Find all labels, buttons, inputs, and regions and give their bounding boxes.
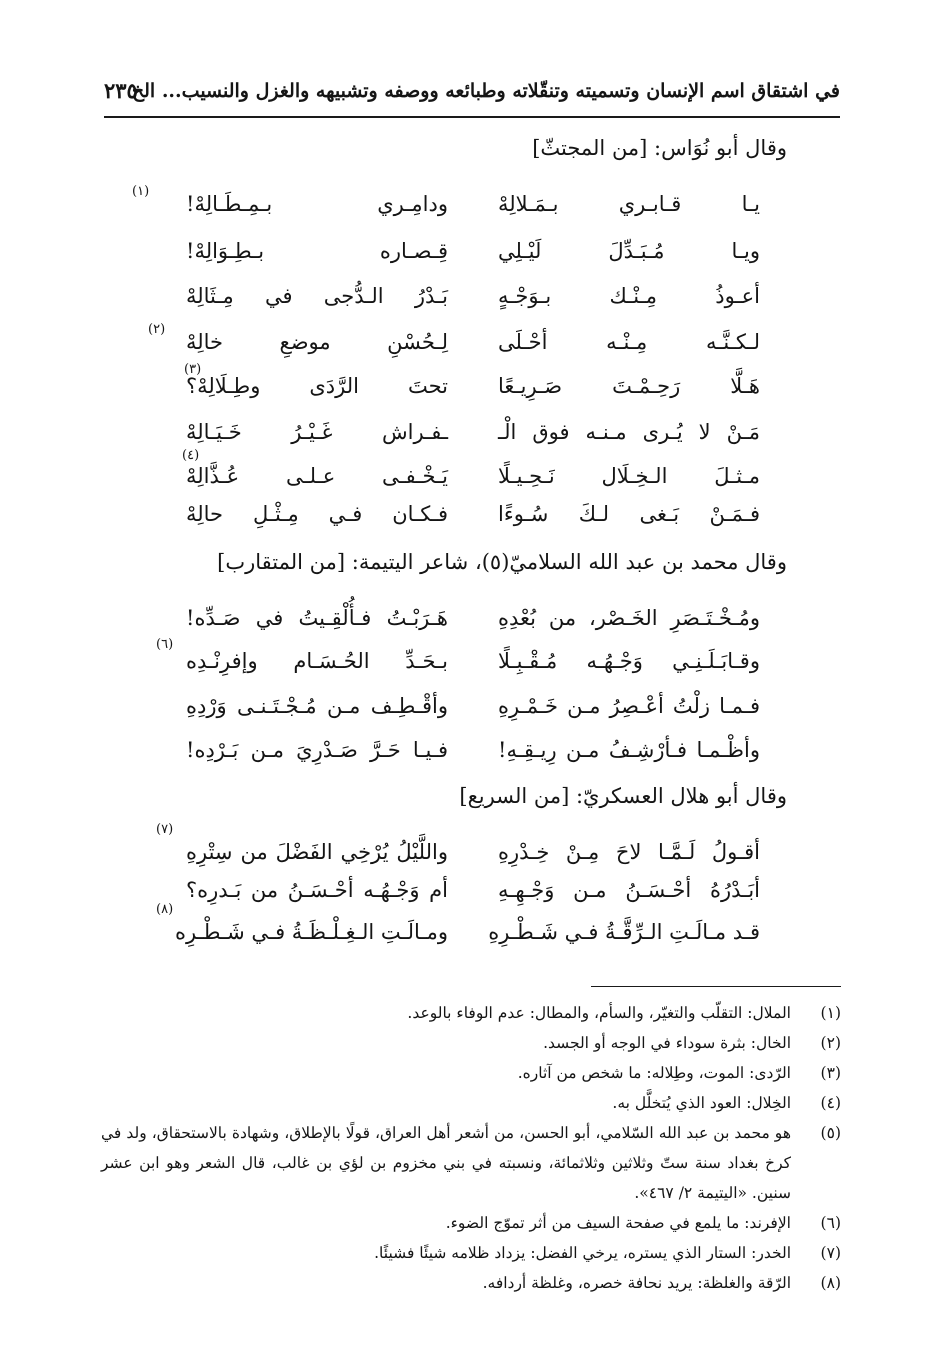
footnote-item xyxy=(101,1268,841,1298)
footnote-separator xyxy=(591,986,841,987)
verse-line xyxy=(104,730,840,774)
verse-first-hemistich: وأظْـمـا فـأرْشِـفُ مـن رِيـقِـهِ! xyxy=(498,738,760,762)
verse-second-hemistich: يَـخْـفـى عـلـى عُـذَّالِهْ xyxy=(186,464,448,488)
poem-intro: وقال أبو نُوَاس: [من المجتثّ] xyxy=(532,136,787,160)
verse-line xyxy=(104,494,840,538)
verse-second-hemistich: فـيـا حَـرَّ صَـدْرِيَ مـن بَـرْدِه! xyxy=(186,738,448,762)
verse-second-hemistich: ـفـراش غَـيْـرُ خَـيَـالِهْ xyxy=(186,420,448,444)
verse-line: هَـلَّا رَحِـمْـتَ صَـرِيـعًا تحتَ الرَّدَى وطِـلَالِهْ؟ (٣) xyxy=(104,366,840,410)
footnote-text: الإفرند: ما يلمع في صفحة السيف من أثر تموّج الضوء. xyxy=(445,1214,791,1232)
verse-line: مـثـلَ الـخِـلَال نَـحِـيـلًا يَـخْـفـى عـلـى عُـذَّالِهْ (٤) xyxy=(104,456,840,500)
footnote-item xyxy=(101,998,841,1028)
verse-first-hemistich: لـكـنَّـه مِـنْـه أحْـلَى xyxy=(498,330,760,354)
verse-first-hemistich: فـمَـنْ بَـغى لـكَ سُـوءًا xyxy=(498,502,760,526)
page-number: ٢٣٥ xyxy=(104,78,138,103)
verse-second-hemistich xyxy=(186,184,448,224)
footnote-number: (٨) xyxy=(820,1274,841,1292)
verse-line: أقـولُ لَـمَّـا لاحَ مِـنْ خِـدْرِهِ واللَّيْلُ يُرْخِي الفَضْلَ من سِتْرِهِ (٧) xyxy=(104,832,840,876)
footnote-number: (٤) xyxy=(820,1094,841,1112)
footnote-number: (٣) xyxy=(820,1064,841,1082)
verse-line: قـد مـالَـتِ الـرِّقَّـةُ فـي شَـطْـرِهِ ومـالَـتِ الـغِـلْـظَـةُ فـي شَـطْـرِه (٨) xyxy=(104,912,840,956)
verse-line xyxy=(104,686,840,730)
verse-line xyxy=(104,598,840,642)
verse-second-hemistich: لِـحُسْنِ موضعِ خالِهْ xyxy=(186,330,448,354)
verse-first-hemistich: قـد مـالَـتِ الـرِّقَّـةُ فـي شَـطْـرِهِ xyxy=(488,920,760,944)
verse-second-hemistich: قِـصـاره بـطِـوَالِهْ! xyxy=(186,239,448,263)
footnote-number: (١) xyxy=(820,1004,841,1022)
verse-first-hemistich: ومُـخْـتَـصَرِ الخَـصْر، من بُعْدِهِ xyxy=(498,606,760,630)
verse-second-hemistich: واللَّيْلُ يُرْخِي الفَضْلَ من سِتْرِهِ xyxy=(186,840,448,864)
verse-first-hemistich: ويـا مُـبَـدِّلَ لَيْـلِي xyxy=(498,239,760,263)
footnote-item xyxy=(101,1118,841,1208)
verse-line: لـكـنَّـه مِـنْـه أحْـلَى لِـحُسْنِ موضعِ خالِهْ (٢) xyxy=(104,322,840,366)
footnote-item xyxy=(101,1058,841,1088)
verse-first-hemistich: أعـوذُ مِـنْـك بـوَجْـهٍ xyxy=(498,284,760,308)
verse-second-hemistich: وأقْـطِـف مـن مُـجْـتَـنـى وَرْدِهِ xyxy=(186,694,448,718)
verse-second-hemistich: تحتَ الرَّدَى وطِـلَالِهْ؟ xyxy=(186,374,448,398)
poem-intro: وقال محمد بن عبد الله السلاميّ(٥)، شاعر اليتيمة: [من المتقارب] xyxy=(217,550,787,574)
footnote-number: (٧) xyxy=(820,1244,841,1262)
verse-second-hemistich: بـحَـدِّ الحُـسَـام وإفرِنْـدِه xyxy=(186,649,448,673)
verse-second-hemistich: بَـدْرُ الـدُّجى في مِـثَالِهْ xyxy=(186,284,448,308)
verse-line xyxy=(104,276,840,320)
footnote-text: الرّدى: الموت، وطِلاله: ما شخص من آثاره. xyxy=(517,1064,791,1082)
footnote-item xyxy=(101,1208,841,1238)
verse-first-hemistich: يـا قـابـري بـمَـلالِهْ xyxy=(498,192,760,216)
footnote-text: الرّقة والغلظة: يريد نحافة خصره، وغلظة أردافه. xyxy=(482,1274,791,1292)
running-header xyxy=(104,76,840,118)
verse-second-hemistich: هَـرَبْـتُ فـأُلْقِـيتُ في صَـدِّه! xyxy=(186,606,448,630)
verse-first-hemistich: أبَـدْرُهُ أحْـسَـنُ مـن وَجْـهِـهِ xyxy=(498,878,760,902)
footnote-item xyxy=(101,1238,841,1268)
footnote-item xyxy=(101,1028,841,1058)
footnotes xyxy=(101,998,841,1298)
verse-second-hemistich: أم وَجْـهُـه أحْـسَـنُ من بَـدرِه؟ xyxy=(186,878,448,902)
footnote-number: (٢) xyxy=(820,1034,841,1052)
verse-first-hemistich: مَـنْ لا يُـرى مـنـه فوق الْـ xyxy=(498,420,760,444)
hemistich-text: ودامِـري بـمِـطَـالِهْ! xyxy=(186,192,448,216)
poem-intro: وقال أبو هلال العسكريّ: [من السريع] xyxy=(459,784,787,808)
verse-first-hemistich: أقـولُ لَـمَّـا لاحَ مِـنْ خِـدْرِهِ xyxy=(498,840,760,864)
footnote-text: الخِلال: العود الذي يُتخلَّل به. xyxy=(612,1094,791,1112)
verse-first-hemistich: مـثـلَ الـخِـلَال نَـحِـيـلًا xyxy=(498,464,760,488)
footnote-number: (٥) xyxy=(820,1124,841,1142)
verse-second-hemistich: ومـالَـتِ الـغِـلْـظَـةُ فـي شَـطْـرِه xyxy=(175,920,448,944)
verse-first-hemistich: وقـابَـلَـنِـي وَجْـهُـه مُـقْـبِـلًا xyxy=(498,649,760,673)
verse-line xyxy=(104,231,840,275)
footnote-number: (٦) xyxy=(820,1214,841,1232)
verse-first-hemistich: فـمـا زلْتُ أعْـصِرُ مـن خَـمْـرِهِ xyxy=(498,694,760,718)
footnote-text: الملال: التقلّب والتغيّر، والسأم، والمطال: عدم الوفاء بالوعد. xyxy=(407,1004,791,1022)
footnote-text: الخدر: الستار الذي يستره، يرخي الفضل: يزداد ظلامه شيئًا فشيئًا. xyxy=(374,1244,791,1262)
verse-first-hemistich: هَـلَّا رَحِـمْـتَ صَـرِيـعًا xyxy=(498,374,760,398)
header-title: في اشتقاق اسم الإنسان وتسميته وتنقّلاته وطبائعه ووصفه وتشبيهه والغزل والنسيب... الخ xyxy=(131,80,840,102)
footnote-item xyxy=(101,1088,841,1118)
verse-line: يـا قـابـري بـمَـلالِهْ ودامِـري بـمِـطَـالِهْ! (١) xyxy=(104,184,840,228)
verse-line xyxy=(104,870,840,914)
verse-line xyxy=(104,412,840,456)
footnote-text: هو محمد بن عبد الله السّلامي، أبو الحسن، من أشعر أهل العراق، قولًا بالإطلاق، وشهادة بالاستحقاق، ولد في كرخ بغداد سنة ستّ وثلاثين وثلاثمائة، ونسبته في بني مخزوم بن لؤي بن غالب، قال الشعر وهو ابن عشر سنين. «اليتيمة ٢/ ٤٦٧». xyxy=(101,1124,791,1202)
verse-second-hemistich: فـكـان فـي مِـثْـلِ حالِهْ xyxy=(186,502,448,526)
footnote-text: الخال: بثرة سوداء في الوجه أو الجسد. xyxy=(543,1034,791,1052)
verse-line: وقـابَـلَـنِـي وَجْـهُـه مُـقْـبِـلًا بـحَـدِّ الحُـسَـام وإفرِنْـدِه (٦) xyxy=(104,641,840,685)
